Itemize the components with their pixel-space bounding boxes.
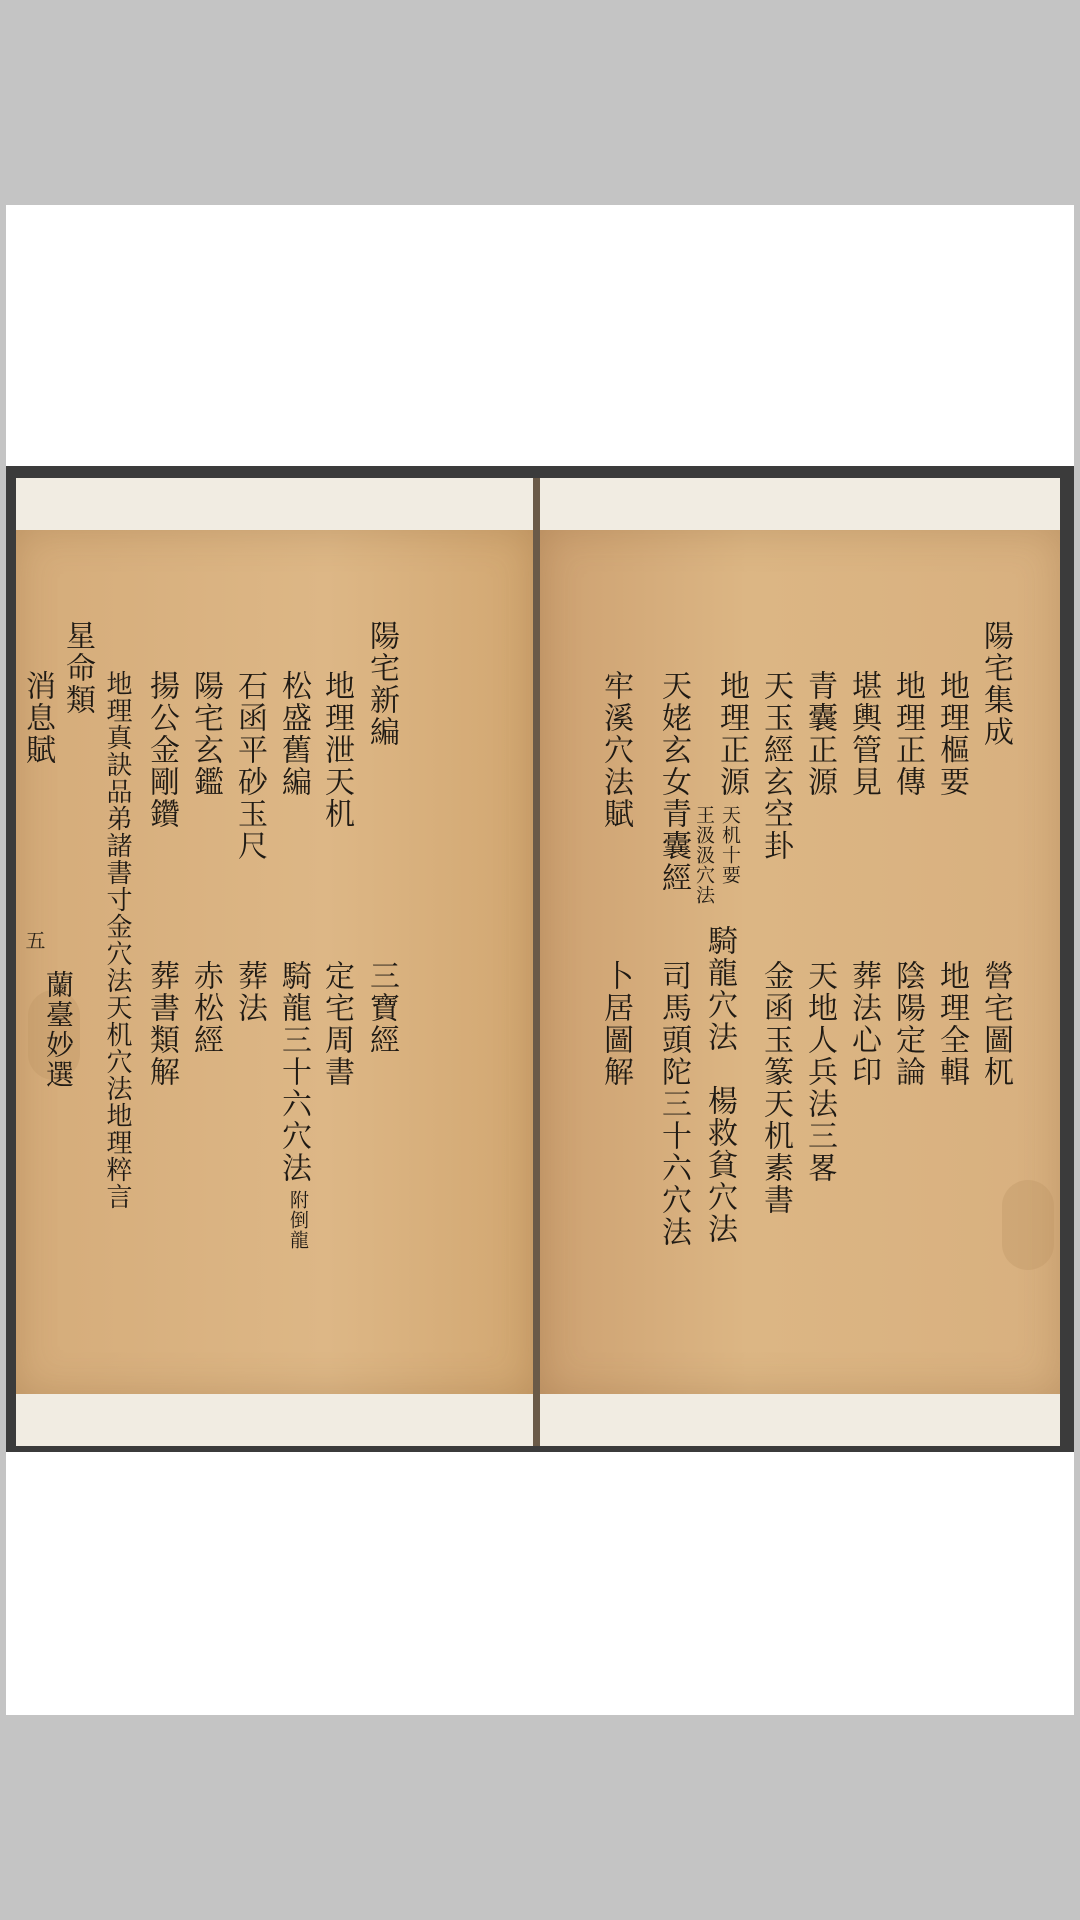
title-column: 赤松經 <box>188 960 223 1056</box>
annotation: 王汲汲穴法 <box>693 805 715 905</box>
title-column: 營宅圖杌 <box>978 960 1013 1088</box>
right-page <box>540 478 1060 1446</box>
title-column: 三寶經 <box>364 960 399 1056</box>
title-column: 消息賦 <box>20 670 55 766</box>
title-column: 地理泄天机 <box>319 670 354 830</box>
title-column: 陽宅玄鑑 <box>188 670 223 798</box>
title-column: 葬書類解 <box>144 960 179 1088</box>
page-number: 五 <box>22 930 46 950</box>
title-column: 司馬頭陀三十六穴法 <box>656 960 691 1248</box>
category-heading: 星命類 <box>60 620 95 716</box>
title-column: 牢溪穴法賦 <box>598 670 633 830</box>
stain-mark <box>1002 1180 1054 1270</box>
paper-body <box>540 530 1060 1394</box>
title-column: 金函玉篆天机素書 <box>758 960 793 1216</box>
title-column: 天地人兵法三畧 <box>802 960 837 1184</box>
left-page <box>16 478 534 1446</box>
title-column: 騎龍穴法 楊救貧穴法 <box>702 925 737 1245</box>
annotation: 天机十要 <box>719 805 741 885</box>
title-column: 青囊正源 <box>802 670 837 798</box>
title-column: 揚公金剛鑽 <box>144 670 179 830</box>
title-column: 卜居圖解 <box>598 960 633 1088</box>
title-column: 地理正源 <box>714 670 749 798</box>
title-column: 地理正傳 <box>890 670 925 798</box>
title-column: 地理全輯 <box>934 960 969 1088</box>
annotation: 附倒龍 <box>287 1190 309 1250</box>
title-column: 地理樞要 <box>934 670 969 798</box>
paper-body <box>16 530 534 1394</box>
title-column: 定宅周書 <box>319 960 354 1088</box>
title-column: 石函平砂玉尺 <box>232 670 267 862</box>
title-column: 葬法心印 <box>846 960 881 1088</box>
title-column: 陰陽定論 <box>890 960 925 1088</box>
title-column: 天玉經玄空卦 <box>758 670 793 862</box>
title-column: 陽宅新編 <box>364 620 399 748</box>
title-column: 松盛舊編 <box>276 670 311 798</box>
title-column: 陽宅集成 <box>978 620 1013 748</box>
title-column-long: 地理真訣品弟諸書寸金穴法天机穴法地理粹言 <box>102 670 132 1210</box>
book-scan <box>6 466 1074 1452</box>
title-column: 騎龍三十六穴法 <box>276 960 311 1184</box>
title-column: 天姥玄女青囊經 <box>656 670 691 894</box>
title-column: 堪輿管見 <box>846 670 881 798</box>
publisher-mark: 蘭臺妙選 <box>42 970 75 1090</box>
title-column: 葬法 <box>232 960 267 1024</box>
